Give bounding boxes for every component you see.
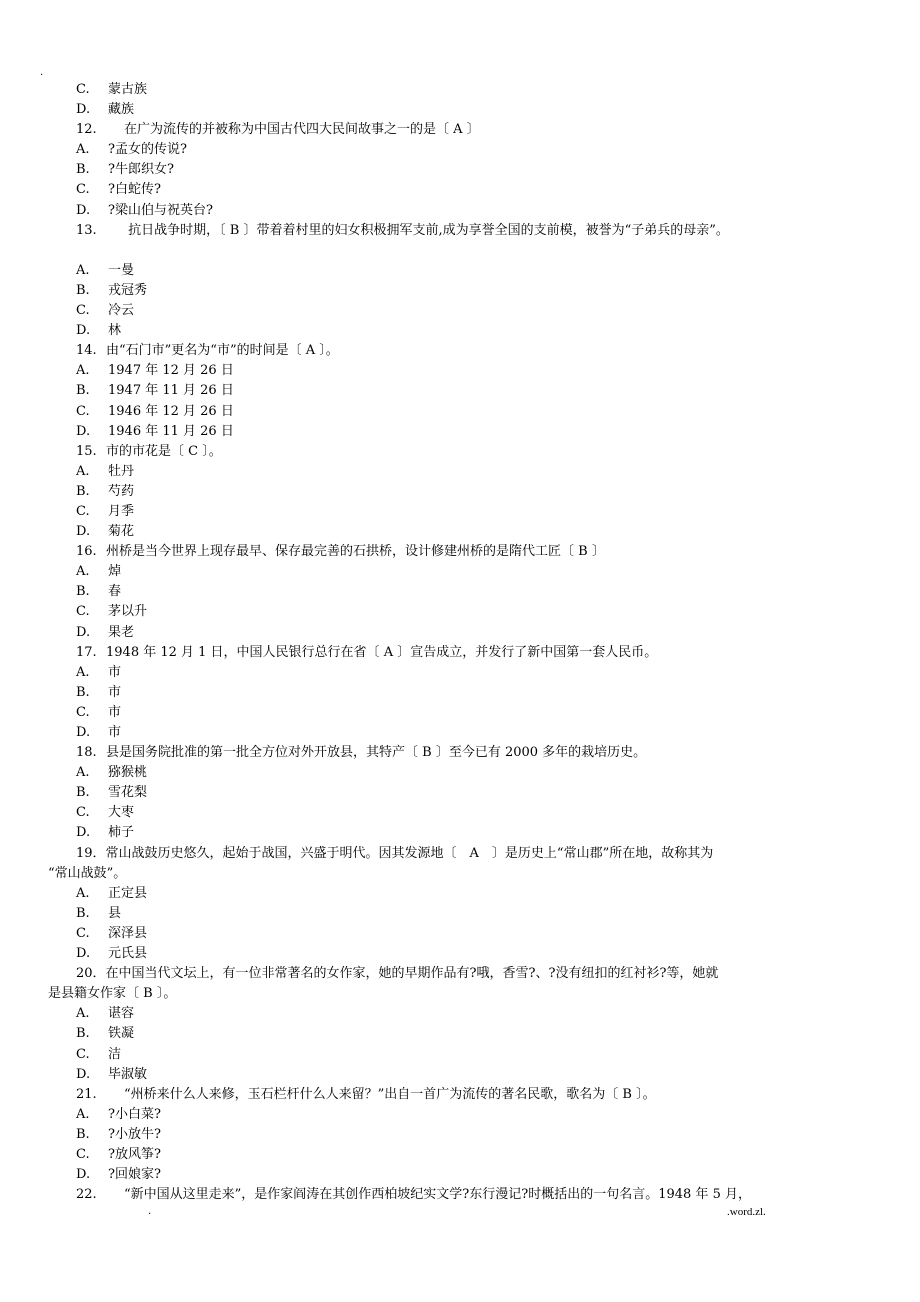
option-text: 市 <box>108 704 122 720</box>
question-line <box>0 221 920 241</box>
question-line <box>0 743 920 763</box>
option-label: B. <box>76 483 90 499</box>
question-number: 15. <box>76 443 97 459</box>
option-label: D. <box>76 1066 91 1082</box>
option-label: C. <box>76 303 90 319</box>
answer-option <box>0 1024 920 1044</box>
option-label: C. <box>76 1146 90 1162</box>
question-text: 由“石门市”更名为“市”的时间是〔 A 〕。 <box>106 343 339 359</box>
option-text: 1947 年 12 月 26 日 <box>108 363 234 379</box>
option-text: 春 <box>108 584 122 600</box>
option-text: ?白蛇传? <box>108 182 161 198</box>
option-text: ?放风筝? <box>108 1146 161 1162</box>
option-text: 深泽县 <box>108 925 148 941</box>
option-text: 毕淑敏 <box>108 1066 148 1082</box>
question-continuation <box>0 984 920 1004</box>
option-label: C. <box>76 805 90 821</box>
answer-option <box>0 361 920 381</box>
question-line <box>0 844 920 864</box>
option-text: 焯 <box>108 564 122 580</box>
footer-text: .word.zl. <box>727 1206 766 1218</box>
option-text: ?梁山伯与祝英台? <box>108 202 213 218</box>
answer-option <box>0 80 920 100</box>
option-label: C. <box>76 1046 90 1062</box>
question-line <box>0 1085 920 1105</box>
option-text: 市 <box>108 684 122 700</box>
answer-option <box>0 884 920 904</box>
question-text: “常山战鼓”。 <box>48 865 127 881</box>
option-text: 谌容 <box>108 1006 135 1022</box>
option-label: B. <box>76 1026 90 1042</box>
option-label: A. <box>76 664 90 680</box>
answer-option <box>0 522 920 542</box>
question-line <box>0 542 920 562</box>
answer-option <box>0 602 920 622</box>
option-label: B. <box>76 785 90 801</box>
answer-option <box>0 623 920 643</box>
option-text: ?小白菜? <box>108 1106 161 1122</box>
answer-option <box>0 1065 920 1085</box>
option-label: A. <box>76 885 90 901</box>
option-label: C. <box>76 403 90 419</box>
option-label: B. <box>76 584 90 600</box>
question-number: 17. <box>76 644 97 660</box>
answer-option <box>0 422 920 442</box>
option-label: A. <box>76 142 90 158</box>
question-number: 12. <box>76 122 97 138</box>
footer-left-mark: . <box>148 1206 152 1217</box>
question-number: 14. <box>76 343 97 359</box>
question-line <box>0 341 920 361</box>
option-text: 果老 <box>108 624 135 640</box>
option-text: 1946 年 11 月 26 日 <box>108 423 234 439</box>
option-text: 大枣 <box>108 805 135 821</box>
answer-option <box>0 402 920 422</box>
answer-option <box>0 482 920 502</box>
option-text: 1946 年 12 月 26 日 <box>108 403 234 419</box>
option-label: C. <box>76 182 90 198</box>
option-label: A. <box>76 765 90 781</box>
option-text: ?小放牛? <box>108 1126 161 1142</box>
option-label: D. <box>76 323 91 339</box>
answer-option <box>0 180 920 200</box>
option-label: D. <box>76 946 91 962</box>
option-text: 菊花 <box>108 524 135 540</box>
option-text: 林 <box>108 323 122 339</box>
option-label: D. <box>76 1167 91 1183</box>
answer-option <box>0 823 920 843</box>
option-label: B. <box>76 905 90 921</box>
answer-option <box>0 944 920 964</box>
option-text: ?牛郎织女? <box>108 162 174 178</box>
answer-option <box>0 582 920 602</box>
answer-option <box>0 1105 920 1125</box>
header-mark: . <box>40 67 44 78</box>
question-line <box>0 1185 920 1205</box>
answer-option <box>0 763 920 783</box>
option-label: B. <box>76 1126 90 1142</box>
option-text: 洁 <box>108 1046 122 1062</box>
blank-line <box>0 241 920 261</box>
answer-option <box>0 160 920 180</box>
option-text: 柿子 <box>108 825 135 841</box>
option-label: A. <box>76 1006 90 1022</box>
answer-option <box>0 1145 920 1165</box>
option-label: C. <box>76 604 90 620</box>
answer-option <box>0 904 920 924</box>
option-label: D. <box>76 102 91 118</box>
question-text: 20．在中国当代文坛上，有一位非常著名的女作家，她的早期作品有?哦，香雪?、?没有纽扣的红衬衫?等，她就 <box>76 966 719 982</box>
question-number: 22. <box>76 1187 97 1203</box>
option-text: 元氏县 <box>108 946 148 962</box>
question-text: 是县籍女作家〔 B 〕。 <box>48 986 177 1002</box>
option-text: 蒙古族 <box>108 82 148 97</box>
answer-option <box>0 100 920 120</box>
question-line <box>0 442 920 462</box>
option-label: C. <box>76 82 90 97</box>
option-label: A. <box>76 463 90 479</box>
option-text: 牡丹 <box>108 463 135 479</box>
option-label: D. <box>76 202 91 218</box>
answer-option <box>0 924 920 944</box>
question-text: 抗日战争时期，〔 B 〕带着着村里的妇女积极拥军支前,成为享誉全国的支前模，被誉为“子弟兵的母亲”。 <box>124 222 729 238</box>
option-label: B. <box>76 282 90 298</box>
answer-option <box>0 663 920 683</box>
option-text: 正定县 <box>108 885 148 901</box>
question-list <box>0 80 920 1205</box>
option-label: A. <box>76 262 90 278</box>
answer-option <box>0 201 920 221</box>
answer-option <box>0 803 920 823</box>
answer-option <box>0 703 920 723</box>
option-text: 藏族 <box>108 102 135 118</box>
answer-option <box>0 140 920 160</box>
option-text: 雪花梨 <box>108 785 148 801</box>
option-label: D. <box>76 825 91 841</box>
question-line <box>0 120 920 140</box>
option-text: 芍药 <box>108 483 135 499</box>
option-text: ?孟女的传说? <box>108 142 187 158</box>
option-text: ?回娘家? <box>108 1167 161 1183</box>
question-text: 市的市花是〔 C 〕。 <box>106 443 222 459</box>
option-label: B. <box>76 684 90 700</box>
option-label: B. <box>76 383 90 399</box>
option-text: 市 <box>108 725 122 740</box>
question-text: 19．常山战鼓历史悠久，起始于战国，兴盛于明代。因其发源地〔 A 〕是历史上“常山郡”所在地，故称其为 <box>76 845 714 861</box>
option-text: 月季 <box>108 503 135 519</box>
answer-option <box>0 301 920 321</box>
question-number: 18. <box>76 745 97 761</box>
option-label: C. <box>76 704 90 720</box>
answer-option <box>0 502 920 522</box>
option-text: 茅以升 <box>108 604 148 620</box>
answer-option <box>0 1045 920 1065</box>
option-text: 冷云 <box>108 303 135 319</box>
question-number: 21. <box>76 1086 97 1102</box>
option-label: D. <box>76 524 91 540</box>
answer-option <box>0 261 920 281</box>
question-text: “新中国从这里走来”，是作家阎涛在其创作西柏坡纪实文学?东行漫记?时概括出的一句名言。1948 年 5 月， <box>124 1187 751 1203</box>
question-continuation <box>0 864 920 884</box>
answer-option <box>0 683 920 703</box>
question-text: 在广为流传的并被称为中国古代四大民间故事之一的是〔 A 〕 <box>124 122 480 138</box>
option-label: D. <box>76 725 91 740</box>
option-label: C. <box>76 503 90 519</box>
answer-option <box>0 1125 920 1145</box>
question-text: 州桥是当今世界上现存最早、保存最完善的石拱桥，设计修建州桥的是隋代工匠〔 B 〕 <box>106 544 605 560</box>
answer-option <box>0 562 920 582</box>
option-label: A. <box>76 363 90 379</box>
answer-option <box>0 1165 920 1185</box>
option-label: C. <box>76 925 90 941</box>
option-text: 市 <box>108 664 122 680</box>
question-line <box>0 643 920 663</box>
question-number: 16. <box>76 544 97 560</box>
answer-option <box>0 1004 920 1024</box>
option-text: 县 <box>108 905 122 921</box>
option-label: B. <box>76 162 90 178</box>
answer-option <box>0 462 920 482</box>
answer-option <box>0 281 920 301</box>
answer-option <box>0 723 920 743</box>
question-text: 1948 年 12 月 1 日，中国人民银行总行在省〔 A 〕宣告成立，并发行了新中国第一套人民币。 <box>106 644 658 660</box>
option-text: 一曼 <box>108 262 135 278</box>
option-text: 猕猴桃 <box>108 765 148 781</box>
option-text: 铁凝 <box>108 1026 135 1042</box>
option-text: 1947 年 11 月 26 日 <box>108 383 234 399</box>
question-text: 县是国务院批准的第一批全方位对外开放县，其特产〔 B 〕至今已有 2000 多年的栽培历史。 <box>106 745 647 761</box>
answer-option <box>0 381 920 401</box>
question-text: “州桥来什么人来修，玉石栏杆什么人来留？”出自一首广为流传的著名民歌，歌名为〔 B 〕。 <box>124 1086 656 1102</box>
option-text: 戎冠秀 <box>108 282 148 298</box>
option-label: D. <box>76 423 91 439</box>
question-number: 13. <box>76 222 97 238</box>
answer-option <box>0 321 920 341</box>
option-label: A. <box>76 1106 90 1122</box>
question-line <box>0 964 920 984</box>
option-label: D. <box>76 624 91 640</box>
answer-option <box>0 783 920 803</box>
option-label: A. <box>76 564 90 580</box>
